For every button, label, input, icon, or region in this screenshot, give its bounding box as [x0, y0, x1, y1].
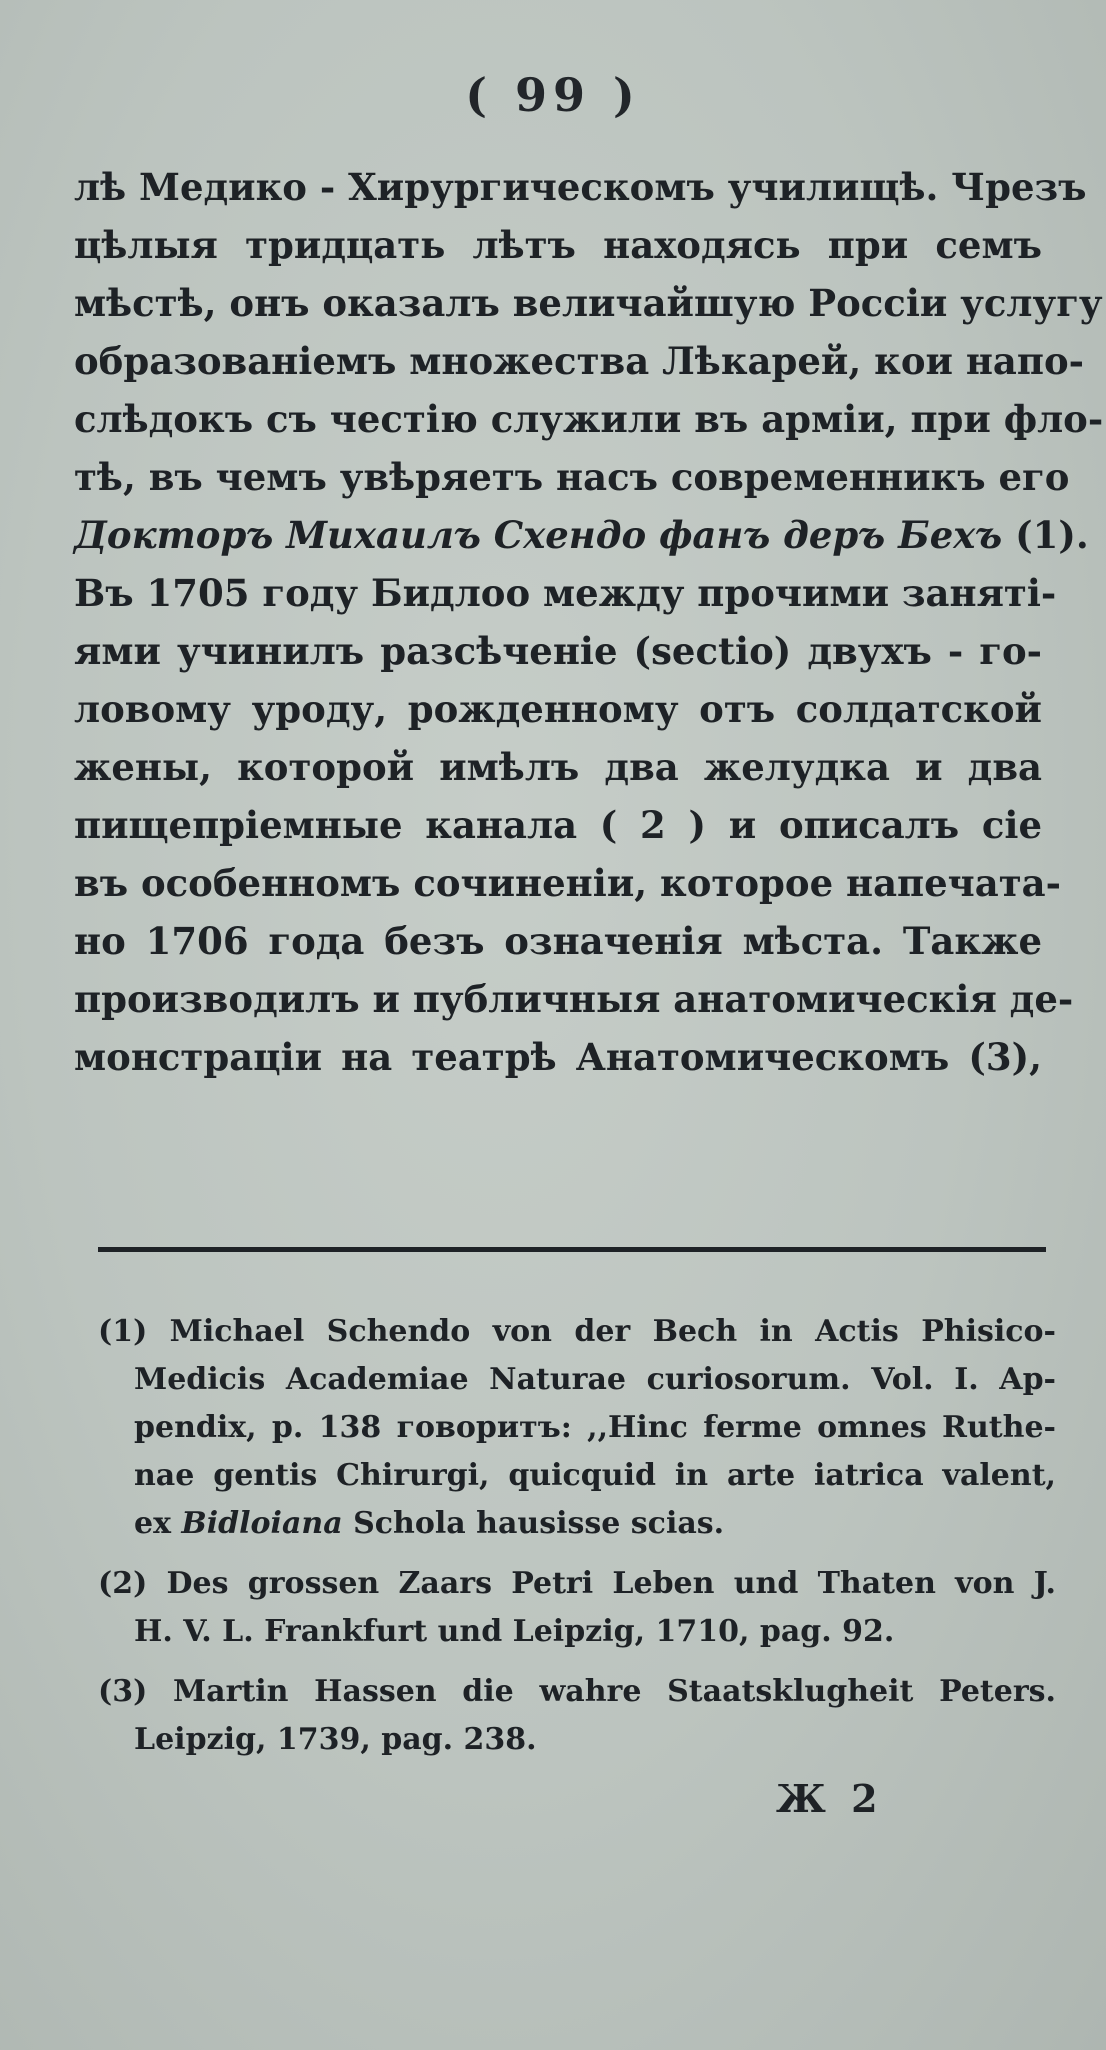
text-line: [74, 1028, 1042, 1086]
text-line: [74, 390, 1104, 448]
text-segment: жены, которой имѣлъ два желудка и два: [74, 745, 1042, 789]
text-segment: мѣстѣ, онъ оказалъ величайшую Россіи услугу: [74, 281, 1103, 325]
footnote-line: [98, 1452, 1056, 1500]
text-line: [74, 158, 1087, 216]
text-line: [74, 448, 1070, 506]
text-segment: (1).: [1002, 513, 1089, 557]
footnote-line: [98, 1608, 1056, 1656]
text-line: [74, 680, 1042, 738]
footnote-line: [98, 1356, 1056, 1404]
text-line: [74, 564, 1057, 622]
text-line: [74, 216, 1042, 274]
footnote-3: [98, 1668, 1056, 1764]
footnote-line: [98, 1308, 1056, 1356]
school-name-italic: Bidloiana: [181, 1506, 343, 1541]
text-segment: pendix, p. 138 говоритъ: ,,Hinc ferme omnes Ruthe-: [134, 1410, 1056, 1445]
text-line: [74, 274, 1103, 332]
text-segment: въ особенномъ сочиненіи, которое напечата-: [74, 861, 1061, 905]
text-segment: образованіемъ множества Лѣкарей, кои напо-: [74, 339, 1085, 383]
footnote-gap: [98, 1656, 1056, 1668]
text-segment: лѣ Медико - Хирургическомъ училищѣ. Чрезъ: [74, 165, 1087, 209]
footnote-line: [98, 1716, 1056, 1764]
text-segment: ловому уроду, рожденному отъ солдатской: [74, 687, 1042, 731]
footnote-2: [98, 1560, 1056, 1656]
text-segment: слѣдокъ съ честію служили въ арміи, при фло-: [74, 397, 1104, 441]
text-segment: Въ 1705 году Бидлоо между прочими заняті-: [74, 571, 1057, 615]
footnote-line: [98, 1500, 1056, 1548]
text-segment: (2) Des grossen Zaars Petri Leben und Thaten von J.: [98, 1566, 1056, 1601]
footnote-1: [98, 1308, 1056, 1548]
text-segment: ex: [134, 1506, 182, 1541]
text-line: [74, 622, 1042, 680]
text-segment: ями учинилъ разсѣченіе (sectio) двухъ - го-: [74, 629, 1042, 673]
text-line: [74, 796, 1042, 854]
text-segment: Schola hausisse scias.: [342, 1506, 725, 1541]
text-segment: Medicis Academiae Naturae curiosorum. Vol. I. Ap-: [134, 1362, 1056, 1397]
text-segment: (3) Martin Hassen die wahre Staatsklugheit Peters.: [98, 1674, 1056, 1709]
author-name-italic: Докторъ Михаилъ Схендо фанъ деръ Бехъ: [74, 513, 1003, 557]
footnote-line: [98, 1404, 1056, 1452]
text-segment: монстраціи на театрѣ Анатомическомъ (3),: [74, 1035, 1042, 1079]
text-segment: nae gentis Chirurgi, quicquid in arte iatrica valent,: [134, 1458, 1056, 1493]
footnote-divider: [98, 1247, 1046, 1252]
footnote-line: [98, 1560, 1056, 1608]
text-segment: но 1706 года безъ означенія мѣста. Также: [74, 919, 1042, 963]
footnote-line: [98, 1668, 1056, 1716]
text-segment: пищепріемные канала ( 2 ) и описалъ сіе: [74, 803, 1042, 847]
text-segment: тѣ, въ чемъ увѣряетъ насъ современникъ его: [74, 455, 1070, 499]
text-segment: цѣлыя тридцать лѣтъ находясь при семъ: [74, 223, 1042, 267]
text-line: [74, 506, 1089, 564]
text-segment: H. V. L. Frankfurt und Leipzig, 1710, pag. 92.: [134, 1614, 895, 1649]
text-line: [74, 854, 1061, 912]
footnote-gap: [98, 1548, 1056, 1560]
text-line: [74, 332, 1085, 390]
main-text: [74, 158, 1104, 1086]
text-segment: (1) Michael Schendo von der Bech in Actis Phisico-: [98, 1314, 1056, 1349]
text-segment: Leipzig, 1739, pag. 238.: [134, 1722, 537, 1757]
signature-mark: Ж 2: [776, 1776, 884, 1821]
text-segment: производилъ и публичныя анатомическія де-: [74, 977, 1074, 1021]
text-line: [74, 912, 1042, 970]
page-number: ( 99 ): [465, 68, 641, 122]
text-line: [74, 970, 1074, 1028]
text-line: [74, 738, 1042, 796]
footnotes: [98, 1308, 1056, 1764]
